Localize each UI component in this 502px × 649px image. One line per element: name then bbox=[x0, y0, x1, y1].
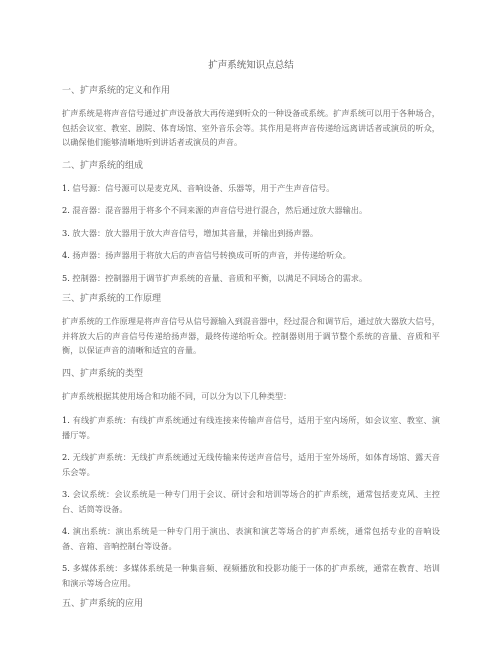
list-item-number: 3. bbox=[62, 489, 70, 499]
list-item bbox=[62, 248, 440, 263]
paragraph: 扩声系统是将声音信号通过扩声设备放大再传递到听众的一种设备或系统。扩声系统可以用于各种场合，包括会议室、教室、剧院、体育场馆、室外音乐会等。其作用是将声音传递给远离讲话者或演员的听众，以确保他们能够清晰地听到讲话者或演员的声音。 bbox=[62, 108, 440, 147]
paragraph: 扩声系统根据其使用场合和功能不同，可以分为以下几种类型： bbox=[62, 390, 292, 401]
list-item bbox=[62, 450, 440, 479]
section-3 bbox=[62, 293, 440, 358]
section-2 bbox=[62, 160, 440, 286]
list-item-text: 混音器：混音器用于将多个不同来源的声音信号进行混合，然后通过放大器输出。 bbox=[72, 205, 368, 215]
list-item-text: 多媒体系统：多媒体系统是一种集音频、视频播放和投影功能于一体的扩声系统，通常在教育、培训和演示等场合应用。 bbox=[62, 563, 440, 588]
list-item-text: 控制器：控制器用于调节扩声系统的音量、音质和平衡，以满足不同场合的需求。 bbox=[72, 272, 368, 283]
section-heading: 五、扩声系统的应用 bbox=[62, 599, 144, 609]
list-item-text: 扬声器：扬声器用于将放大后的声音信号转换成可听的声音，并传递给听众。 bbox=[72, 250, 351, 260]
list-item-number: 1. bbox=[62, 415, 70, 425]
section-1 bbox=[62, 85, 440, 150]
list-item bbox=[62, 226, 440, 241]
list-item-number: 1. bbox=[62, 182, 70, 193]
section-heading: 二、扩声系统的组成 bbox=[62, 160, 144, 171]
list-item-number: 4. bbox=[62, 526, 70, 536]
list-item-text: 有线扩声系统：有线扩声系统通过有线连接来传输声音信号，适用于室内场所，如会议室、教室、演播厅等。 bbox=[62, 415, 440, 440]
list-item bbox=[62, 181, 440, 196]
list-item-text: 演出系统：演出系统是一种专门用于演出、表演和演艺等场合的扩声系统，通常包括专业的音响设备、音箱、音响控制台等设备。 bbox=[62, 526, 440, 551]
list-item-number: 5. bbox=[62, 563, 70, 573]
list-item bbox=[62, 203, 440, 218]
list-item-text: 信号源：信号源可以是麦克风、音响设备、乐器等，用于产生声音信号。 bbox=[72, 182, 335, 193]
list-item-text: 放大器：放大器用于放大声音信号，增加其音量，并输出到扬声器。 bbox=[72, 227, 319, 238]
list-item-number: 4. bbox=[62, 250, 70, 260]
list-item bbox=[62, 413, 440, 442]
list-item bbox=[62, 561, 440, 590]
list-item-number: 2. bbox=[62, 205, 70, 215]
list-item bbox=[62, 271, 440, 286]
list-item-number: 3. bbox=[62, 227, 70, 238]
document-title: 扩声系统知识点总结 bbox=[208, 60, 294, 71]
list-item-text: 会议系统：会议系统是一种专门用于会议、研讨会和培训等场合的扩声系统，通常包括麦克风、主控台、话筒等设备。 bbox=[62, 489, 440, 514]
section-heading: 一、扩声系统的定义和作用 bbox=[62, 86, 171, 96]
list-item bbox=[62, 524, 440, 553]
section-4 bbox=[62, 368, 440, 591]
list-item bbox=[62, 487, 440, 516]
list-item-number: 5. bbox=[62, 272, 70, 283]
section-heading: 四、扩声系统的类型 bbox=[62, 368, 144, 379]
list-item-text: 无线扩声系统：无线扩声系统通过无线传输来传送声音信号，适用于室外场所，如体育场馆、露天音乐会等。 bbox=[62, 452, 440, 477]
section-heading: 三、扩声系统的工作原理 bbox=[62, 294, 162, 304]
paragraph: 扩声系统的工作原理是将声音信号从信号源输入到混音器中，经过混合和调节后，通过放大器放大信号，并将放大后的声音信号传递给扬声器，最终传递给听众。控制器则用于调节整个系统的音量、音质和平衡，以保证声音的清晰和适宜的音量。 bbox=[62, 316, 440, 355]
list-item-number: 2. bbox=[62, 452, 70, 462]
section-5 bbox=[62, 598, 440, 610]
